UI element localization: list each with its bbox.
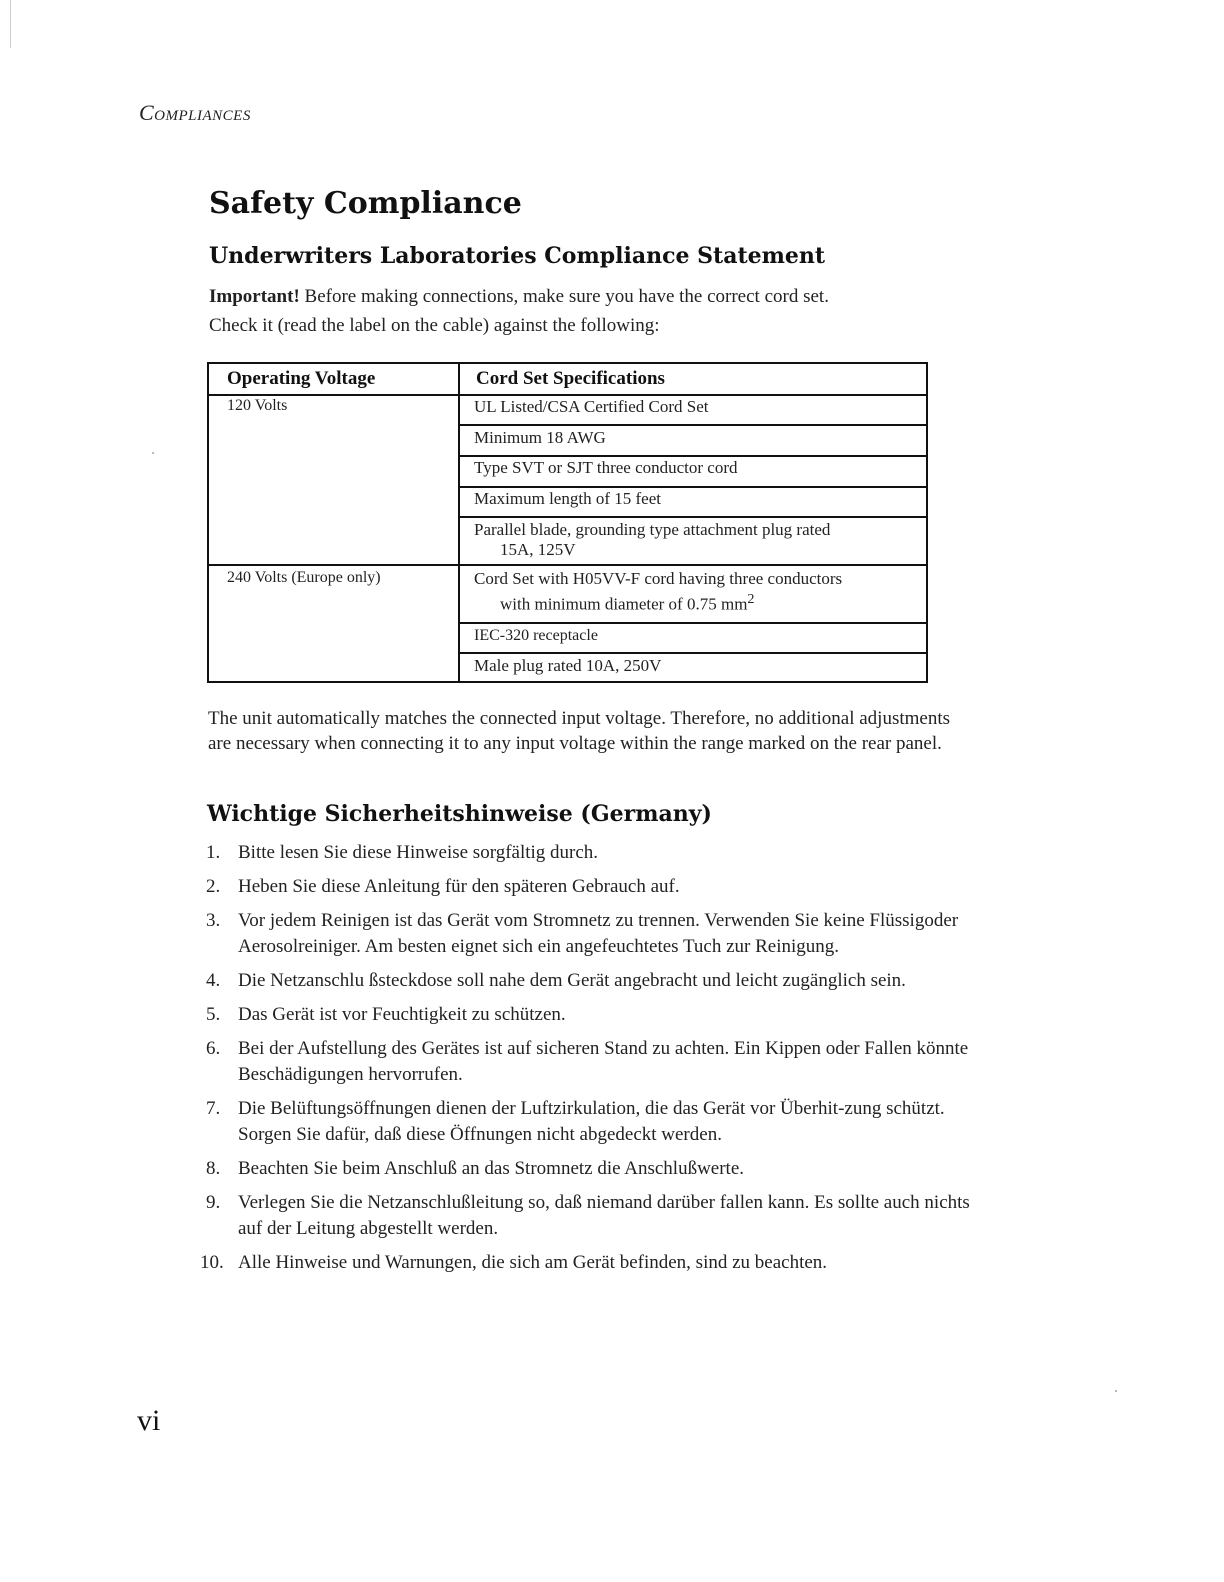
list-item-number: 5. — [206, 1004, 221, 1025]
ul-intro-paragraph — [209, 282, 989, 340]
scan-speck — [152, 452, 154, 454]
voltage-note-paragraph: The unit automatically matches the connected input voltage. Therefore, no additional adjustments are necessary when connecting it to any input voltage within the range marked on the rear panel. — [208, 708, 951, 754]
list-item — [200, 1096, 980, 1148]
intro-line-1: Before making connections, make sure you have the correct cord set. — [304, 286, 829, 307]
list-item-text: Heben Sie diese Anleitung für den späteren Gebrauch auf. — [238, 876, 680, 897]
list-item — [200, 874, 980, 900]
voltage-cell-120: 120 Volts — [227, 397, 288, 414]
row-rule — [460, 516, 928, 518]
ul-section-title: Underwriters Laboratories Compliance Statement — [209, 243, 826, 269]
intro-line-2: Check it (read the label on the cable) against the following: — [209, 315, 660, 336]
superscript: 2 — [747, 591, 755, 607]
spec-row: Type SVT or SJT three conductor cord — [474, 458, 738, 477]
row-rule — [460, 455, 928, 457]
spec-continuation: with minimum diameter of 0.75 mm — [500, 594, 748, 614]
list-item — [200, 1250, 980, 1276]
important-label: Important! — [209, 286, 300, 307]
row-rule — [460, 424, 928, 426]
spec-row: UL Listed/CSA Certified Cord Set — [474, 397, 709, 416]
list-item — [200, 908, 980, 960]
list-item-text: Das Gerät ist vor Feuchtigkeit zu schützen. — [238, 1004, 566, 1025]
spec-row: Maximum length of 15 feet — [474, 489, 661, 508]
scan-speck — [1115, 1390, 1117, 1392]
list-item-text: Verlegen Sie die Netzanschlußleitung so, daß niemand darüber fallen kann. Es sollte auch nichts auf der Leitung abgestellt werden. — [238, 1192, 970, 1239]
list-item-number: 9. — [206, 1192, 221, 1213]
list-item — [200, 1156, 980, 1182]
list-item-text: Alle Hinweise und Warnungen, die sich am Gerät befinden, sind zu beachten. — [238, 1252, 828, 1273]
spec-row-multiline — [460, 569, 928, 615]
list-item-text: Die Belüftungsöffnungen dienen der Luftzirkulation, die das Gerät vor Überhit-zung schützt. Sorgen Sie dafür, daß diese Öffnungen nicht abgedeckt werden. — [238, 1098, 945, 1145]
list-item-text: Die Netzanschlu ßsteckdose soll nahe dem Gerät angebracht und leicht zugänglich sein. — [238, 970, 906, 991]
running-head: Compliances — [139, 100, 251, 125]
list-item-number: 6. — [206, 1038, 221, 1059]
list-item-number: 7. — [206, 1098, 221, 1119]
list-item-number: 8. — [206, 1158, 221, 1179]
spec-row-multiline — [460, 520, 928, 560]
spec-row: Minimum 18 AWG — [474, 428, 606, 447]
list-item-text: Beachten Sie beim Anschluß an das Stromnetz die Anschlußwerte. — [238, 1158, 745, 1179]
section-title: Safety Compliance — [209, 186, 522, 221]
scan-edge-mark — [10, 0, 11, 48]
spec-continuation-with-superscript — [474, 589, 928, 615]
row-rule — [460, 652, 928, 654]
table-header-rule — [209, 394, 926, 396]
list-item-number: 10. — [200, 1252, 224, 1273]
list-item-text: Vor jedem Reinigen ist das Gerät vom Stromnetz zu trennen. Verwenden Sie keine Flüssigoder Aerosolreiniger. Am besten eignet sich ein angefeuchtetes Tuch zur Reinigung. — [238, 910, 959, 957]
voltage-cell-240: 240 Volts (Europe only) — [227, 569, 381, 586]
list-item-text: Bei der Aufstellung des Gerätes ist auf sicheren Stand zu achten. Ein Kippen oder Fallen könnte Beschädigungen hervorrufen. — [238, 1038, 969, 1085]
spec-continuation: 15A, 125V — [500, 540, 576, 559]
row-rule — [460, 486, 928, 488]
header-operating-voltage: Operating Voltage — [227, 368, 376, 389]
list-item-text: Bitte lesen Sie diese Hinweise sorgfältig durch. — [238, 842, 599, 863]
page-number: vi — [137, 1404, 161, 1437]
header-cord-set-specifications: Cord Set Specifications — [476, 368, 665, 389]
list-item-number: 3. — [206, 910, 221, 931]
group-rule — [209, 564, 926, 566]
spec-text: Parallel blade, grounding type attachment plug rated — [474, 520, 831, 539]
list-item — [200, 1036, 980, 1088]
list-item — [200, 968, 980, 994]
list-item-number: 2. — [206, 876, 221, 897]
list-item — [200, 1002, 980, 1028]
german-safety-list — [200, 840, 980, 1284]
list-item — [200, 1190, 980, 1242]
list-item-number: 1. — [206, 842, 221, 863]
spec-row: IEC-320 receptacle — [474, 627, 598, 644]
list-item — [200, 840, 980, 866]
spec-text: Cord Set with H05VV-F cord having three conductors — [474, 569, 843, 588]
list-item-number: 4. — [206, 970, 221, 991]
german-section-title: Wichtige Sicherheitshinweise (Germany) — [207, 801, 712, 827]
spec-row: Male plug rated 10A, 250V — [474, 656, 662, 675]
row-rule — [460, 622, 928, 624]
cord-set-table — [207, 362, 928, 683]
